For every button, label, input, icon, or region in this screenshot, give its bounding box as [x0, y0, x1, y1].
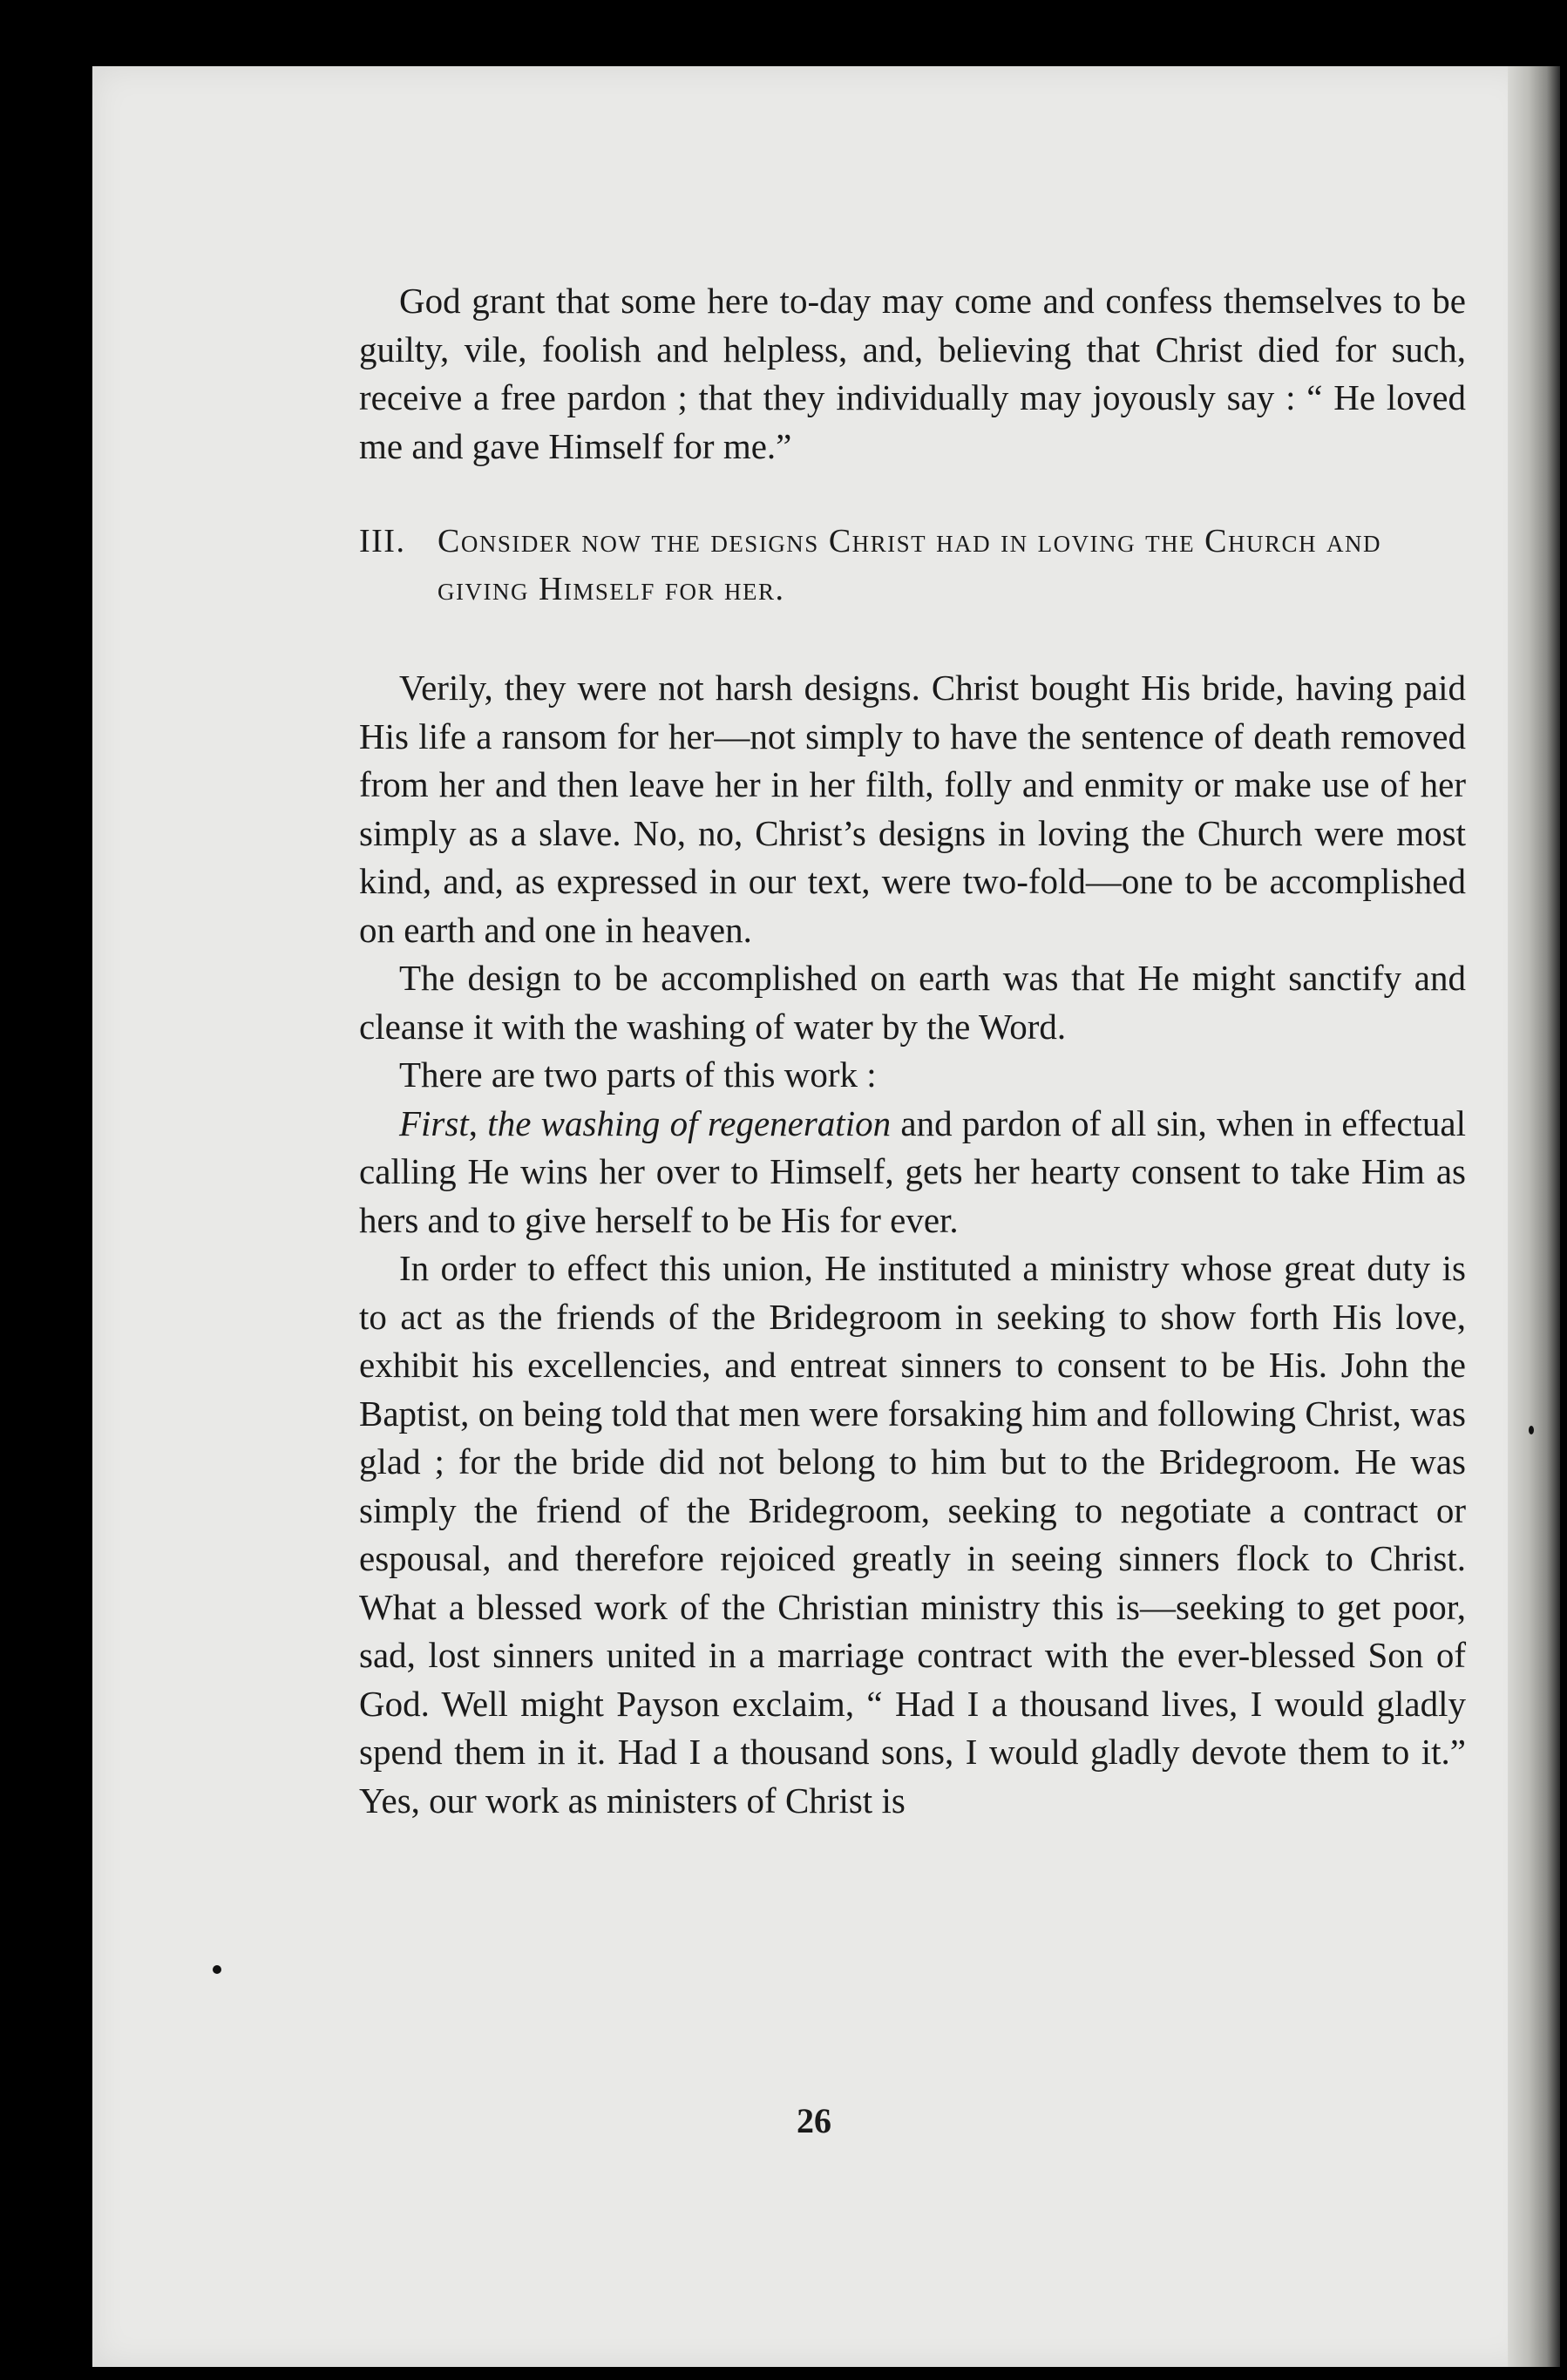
paragraph-ministry: In order to effect this union, He instituted a ministry whose great duty is to act as the friends of the Bridegroom in seeking to show forth His love, exhibit his excellencies, and entreat sinners to consent to be His. John the Baptist, on being told that men were forsaking him and following Christ, was glad ; for the bride did not belong to him but to the Bridegroom. He was simply the friend of the Bridegroom, seeking to negotiate a contract or espousal, and therefore rejoiced greatly in seeing sinners flock to Christ. What a blessed work of the Christian ministry this is—seeking to get poor, sad, lost sinners united in a marriage contract with the ever-blessed Son of God. Well might Payson exclaim, “ Had I a thousand lives, I would gladly spend them in it. Had I a thousand sons, I would gladly devote them to it.” Yes, our work as ministers of Christ is: [359, 1248, 1466, 1821]
section-heading-text: Consider now the designs Christ had in loving the Church and giving Himself for her.: [438, 523, 1381, 607]
scan-speck: [1529, 1426, 1534, 1434]
page-edge-shadow: [1508, 66, 1560, 2367]
page-number: 26: [797, 2101, 831, 2140]
first-part-rest: and pardon of all sin, when in effectual calling He wins her over to Himself, gets her hearty consent to take Him as hers and to give herself to be His for ever.: [359, 1102, 1466, 1240]
scan-speck: [213, 1965, 221, 1974]
washing-of-regeneration: the washing of regeneration: [487, 1102, 892, 1143]
page-text: [359, 277, 1466, 1825]
paragraph-two-parts: There are two parts of this work :: [399, 1054, 877, 1095]
paragraph-designs: Verily, they were not harsh designs. Christ bought His bride, having paid His life a ransom for her—not simply to have the sentence of death removed from her and then leave her in her filth, folly and enmity or make use of her simply as a slave. No, no, Christ’s designs in loving the Church were most kind, and, as expressed in our text, were two-fold—one to be accomplished on earth and one in heaven.: [359, 668, 1466, 950]
first-label: First: [399, 1102, 469, 1143]
section-heading: [359, 518, 1466, 614]
paragraph-confess: God grant that some here to-day may come and confess themselves to be guilty, vile, foolish and helpless, and, believing that Christ died for such, receive a free pardon ; that they individually may joyously say : “ He loved me and gave Himself for me.”: [359, 281, 1466, 466]
paragraph-first-part: [359, 1100, 1466, 1245]
first-separator: ,: [468, 1102, 488, 1143]
paragraph-earth-design: The design to be accomplished on earth was that He might sanctify and cleanse it with the washing of water by the Word.: [359, 958, 1466, 1047]
section-number: III.: [359, 523, 406, 559]
